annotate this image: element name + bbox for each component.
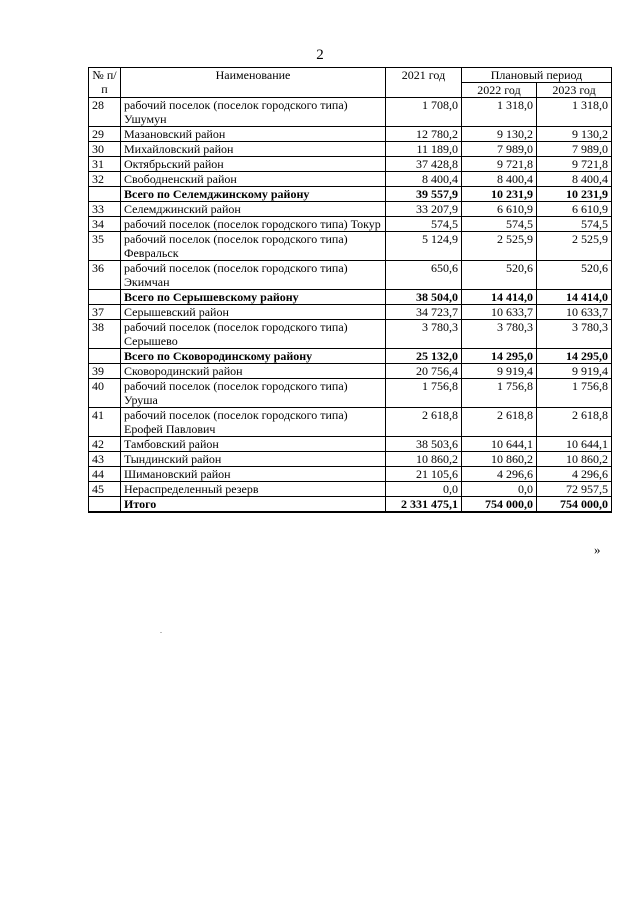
table-row [89, 98, 612, 127]
table-header [89, 68, 612, 98]
table-row [89, 157, 612, 172]
value-2023: 10 231,9 [537, 187, 612, 202]
value-2022: 8 400,4 [462, 172, 537, 187]
header-number: № п/п [89, 68, 121, 98]
value-2021: 21 105,6 [386, 467, 462, 482]
row-number: 37 [89, 305, 121, 320]
header-plan-period: Плановый период [462, 68, 612, 83]
table-body [89, 98, 612, 513]
value-2021: 574,5 [386, 217, 462, 232]
value-2022: 520,6 [462, 261, 537, 290]
value-2021: 33 207,9 [386, 202, 462, 217]
row-name: рабочий поселок (поселок городского типа) Ерофей Павлович [121, 408, 386, 437]
value-2023: 10 633,7 [537, 305, 612, 320]
row-number [89, 290, 121, 305]
value-2021: 10 860,2 [386, 452, 462, 467]
value-2022: 0,0 [462, 482, 537, 497]
value-2022: 9 130,2 [462, 127, 537, 142]
value-2022: 754 000,0 [462, 497, 537, 513]
value-2022: 7 989,0 [462, 142, 537, 157]
value-2023: 9 721,8 [537, 157, 612, 172]
value-2021: 2 618,8 [386, 408, 462, 437]
header-name: Наименование [121, 68, 386, 98]
table-row [89, 452, 612, 467]
row-number [89, 349, 121, 364]
value-2022: 4 296,6 [462, 467, 537, 482]
value-2021: 1 756,8 [386, 379, 462, 408]
row-name: Мазановский район [121, 127, 386, 142]
row-number: 33 [89, 202, 121, 217]
row-number: 44 [89, 467, 121, 482]
row-number: 30 [89, 142, 121, 157]
row-number: 40 [89, 379, 121, 408]
value-2022: 9 919,4 [462, 364, 537, 379]
value-2021: 20 756,4 [386, 364, 462, 379]
value-2023: 9 919,4 [537, 364, 612, 379]
value-2021: 37 428,8 [386, 157, 462, 172]
row-number [89, 497, 121, 513]
total-row [89, 497, 612, 513]
row-number: 35 [89, 232, 121, 261]
table-row [89, 202, 612, 217]
value-2021: 0,0 [386, 482, 462, 497]
header-2023: 2023 год [537, 83, 612, 98]
table-row [89, 172, 612, 187]
value-2023: 72 957,5 [537, 482, 612, 497]
closing-quote: » [594, 542, 601, 557]
value-2023: 9 130,2 [537, 127, 612, 142]
row-name: рабочий поселок (поселок городского типа) Экимчан [121, 261, 386, 290]
row-number: 41 [89, 408, 121, 437]
value-2023: 14 414,0 [537, 290, 612, 305]
row-number: 31 [89, 157, 121, 172]
value-2021: 2 331 475,1 [386, 497, 462, 513]
value-2022: 574,5 [462, 217, 537, 232]
value-2023: 10 644,1 [537, 437, 612, 452]
value-2023: 4 296,6 [537, 467, 612, 482]
row-number [89, 187, 121, 202]
row-name: Серышевский район [121, 305, 386, 320]
row-name: Свободненский район [121, 172, 386, 187]
row-number: 32 [89, 172, 121, 187]
row-number: 28 [89, 98, 121, 127]
row-number: 34 [89, 217, 121, 232]
table-row [89, 379, 612, 408]
value-2022: 1 318,0 [462, 98, 537, 127]
value-2023: 8 400,4 [537, 172, 612, 187]
value-2021: 38 503,6 [386, 437, 462, 452]
table-row [89, 261, 612, 290]
table-row [89, 232, 612, 261]
row-name: рабочий поселок (поселок городского типа) Серышево [121, 320, 386, 349]
page-number: 2 [316, 47, 324, 63]
table-row [89, 364, 612, 379]
row-name: рабочий поселок (поселок городского типа) Уруша [121, 379, 386, 408]
total-row [89, 349, 612, 364]
table-row [89, 142, 612, 157]
table-row [89, 482, 612, 497]
value-2021: 39 557,9 [386, 187, 462, 202]
value-2022: 10 231,9 [462, 187, 537, 202]
row-number: 42 [89, 437, 121, 452]
row-number: 38 [89, 320, 121, 349]
row-name: Всего по Серышевскому району [121, 290, 386, 305]
value-2021: 8 400,4 [386, 172, 462, 187]
value-2022: 1 756,8 [462, 379, 537, 408]
value-2023: 1 318,0 [537, 98, 612, 127]
table-row [89, 305, 612, 320]
value-2021: 1 708,0 [386, 98, 462, 127]
row-number: 39 [89, 364, 121, 379]
total-row [89, 187, 612, 202]
value-2022: 3 780,3 [462, 320, 537, 349]
table-row [89, 437, 612, 452]
value-2021: 11 189,0 [386, 142, 462, 157]
value-2021: 12 780,2 [386, 127, 462, 142]
row-name: Сковородинский район [121, 364, 386, 379]
value-2023: 2 618,8 [537, 408, 612, 437]
total-row [89, 290, 612, 305]
row-name: Селемджинский район [121, 202, 386, 217]
value-2023: 1 756,8 [537, 379, 612, 408]
value-2022: 10 860,2 [462, 452, 537, 467]
value-2022: 10 644,1 [462, 437, 537, 452]
row-number: 45 [89, 482, 121, 497]
value-2022: 2 618,8 [462, 408, 537, 437]
row-name: рабочий поселок (поселок городского типа) Февральск [121, 232, 386, 261]
value-2021: 38 504,0 [386, 290, 462, 305]
value-2022: 14 295,0 [462, 349, 537, 364]
value-2023: 574,5 [537, 217, 612, 232]
value-2022: 14 414,0 [462, 290, 537, 305]
value-2023: 754 000,0 [537, 497, 612, 513]
value-2023: 7 989,0 [537, 142, 612, 157]
value-2021: 25 132,0 [386, 349, 462, 364]
row-name: Тамбовский район [121, 437, 386, 452]
row-number: 43 [89, 452, 121, 467]
value-2023: 6 610,9 [537, 202, 612, 217]
row-name: Тындинский район [121, 452, 386, 467]
row-number: 36 [89, 261, 121, 290]
row-name: Октябрьский район [121, 157, 386, 172]
row-name: Итого [121, 497, 386, 513]
row-name: Всего по Селемджинскому району [121, 187, 386, 202]
row-name: Михайловский район [121, 142, 386, 157]
table-row [89, 408, 612, 437]
header-2022: 2022 год [462, 83, 537, 98]
value-2022: 10 633,7 [462, 305, 537, 320]
value-2021: 5 124,9 [386, 232, 462, 261]
value-2021: 650,6 [386, 261, 462, 290]
value-2021: 34 723,7 [386, 305, 462, 320]
value-2023: 14 295,0 [537, 349, 612, 364]
header-2021: 2021 год [386, 68, 462, 98]
row-name: Нераспределенный резерв [121, 482, 386, 497]
row-number: 29 [89, 127, 121, 142]
row-name: Всего по Сковородинскому району [121, 349, 386, 364]
value-2021: 3 780,3 [386, 320, 462, 349]
table-row [89, 217, 612, 232]
value-2022: 9 721,8 [462, 157, 537, 172]
row-name: рабочий поселок (поселок городского типа) Ушумун [121, 98, 386, 127]
value-2022: 6 610,9 [462, 202, 537, 217]
row-name: Шимановский район [121, 467, 386, 482]
table-row [89, 320, 612, 349]
row-name: рабочий поселок (поселок городского типа) Токур [121, 217, 386, 232]
table-row [89, 127, 612, 142]
budget-table [88, 67, 612, 513]
value-2023: 3 780,3 [537, 320, 612, 349]
value-2023: 10 860,2 [537, 452, 612, 467]
value-2023: 520,6 [537, 261, 612, 290]
value-2022: 2 525,9 [462, 232, 537, 261]
table-row [89, 467, 612, 482]
value-2023: 2 525,9 [537, 232, 612, 261]
scan-mark [160, 632, 162, 633]
